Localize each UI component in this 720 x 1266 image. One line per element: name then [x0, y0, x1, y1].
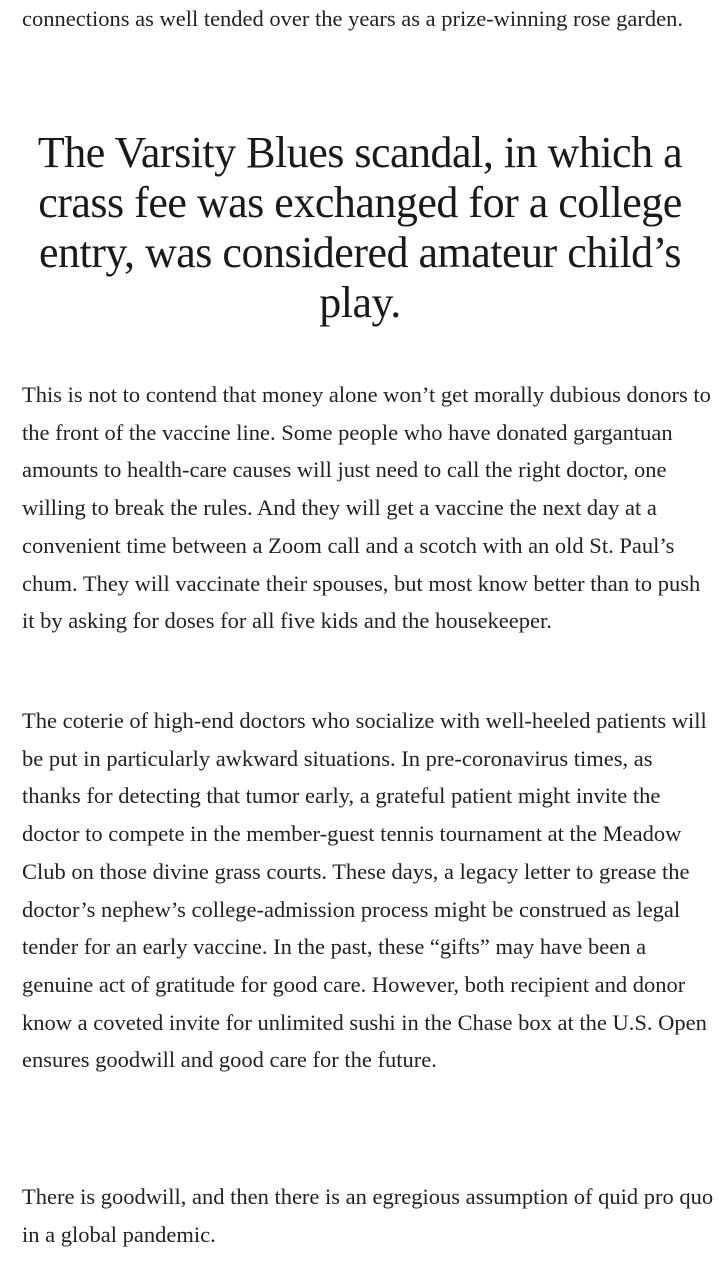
pull-quote: The Varsity Blues scandal, in which a crass fee was exchanged for a college entry, was considered amateur child’s play. — [37, 128, 683, 327]
lead-paragraph: connections as well tended over the years as a prize-winning rose garden. — [22, 6, 684, 31]
body-paragraph-2: The coterie of high-end doctors who socialize with well-heeled patients will be put in particularly awkward situations. In pre-coronavirus times, as thanks for detecting that tumor early, a grateful patient might invite the doctor to compete in the member-guest tennis tournament at the Meadow Club on those divine grass courts. These days, a legacy letter to grease the doctor’s nephew’s college-admission process might be construed as legal tender for an early vaccine. In the past, these “gifts” may have been a genuine act of gratitude for good care. However, both recipient and donor know a coveted invite for unlimited sushi in the Chase box at the U.S. Open ensures goodwill and good care for the future. — [22, 708, 707, 1073]
body-paragraph-1: This is not to contend that money alone won’t get morally dubious donors to the front of the vaccine line. Some people who have donated gargantuan amounts to health-care causes will just need to call the right doctor, one willing to break the rules. And they will get a vaccine the next day at a convenient time between a Zoom call and a scotch with an old St. Paul’s chum. They will vaccinate their spouses, but most know better than to push it by asking for doses for all five kids and the housekeeper. — [22, 382, 711, 634]
body-paragraph-3: There is goodwill, and then there is an egregious assumption of quid pro quo in a global pandemic. — [22, 1184, 714, 1247]
